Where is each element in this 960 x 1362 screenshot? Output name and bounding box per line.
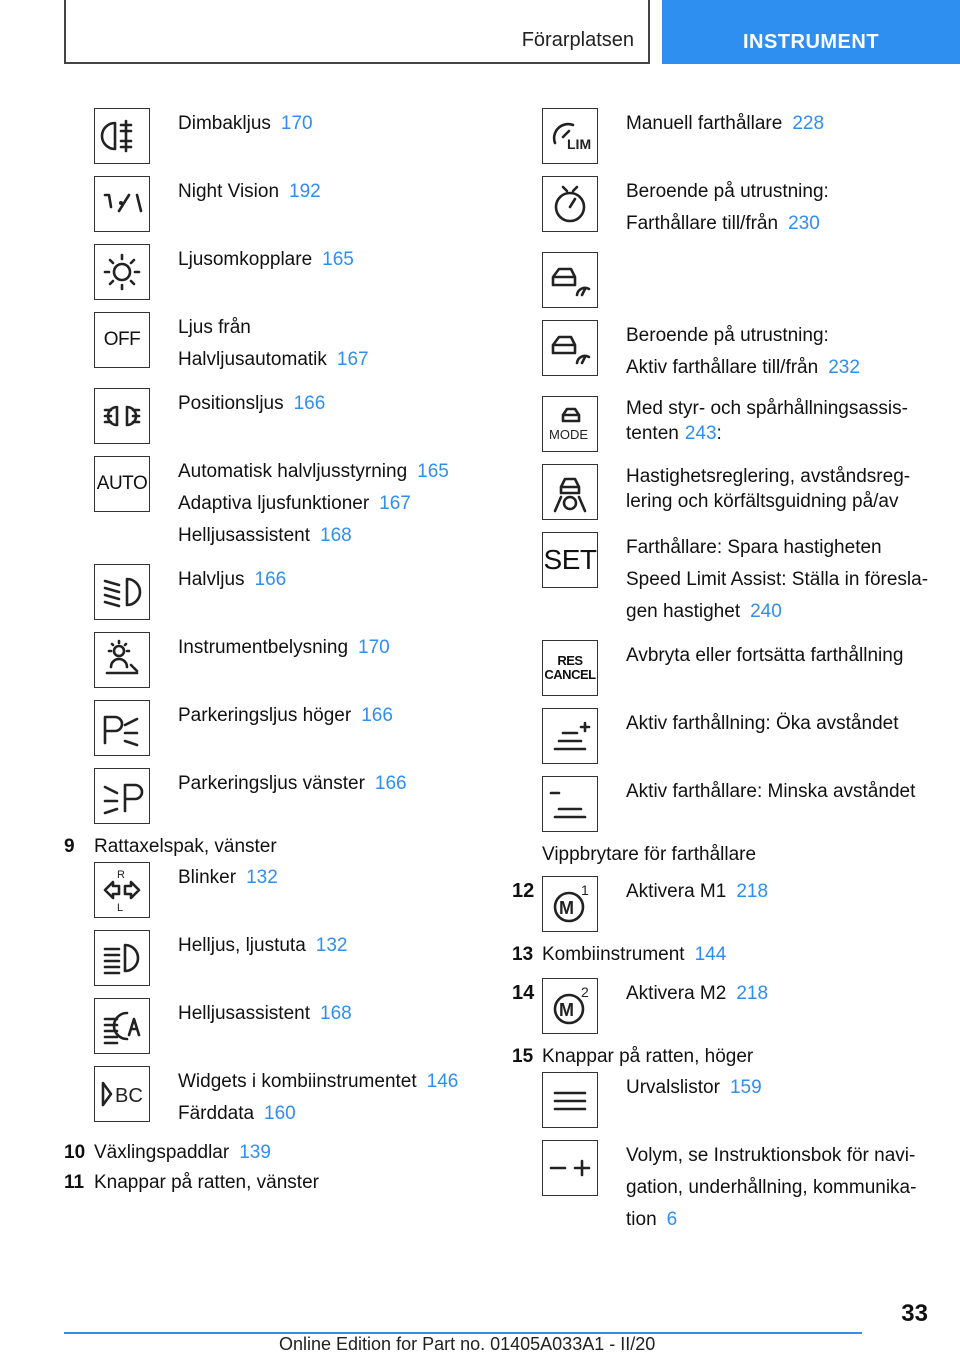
entry-text: Helljusassistent (178, 1003, 310, 1024)
entry-text: Aktivera M2 (626, 983, 727, 1004)
entry-text: gation, underhållning, kommunika- (626, 1177, 917, 1198)
page-reference-link[interactable]: 165 (322, 249, 354, 270)
instrument-lighting-icon (94, 632, 150, 688)
entry-line (626, 108, 942, 140)
entry-line (626, 396, 942, 421)
auto-icon: AUTO (94, 456, 150, 512)
entry-text: Aktiv farthållare: Minska avståndet (626, 781, 916, 802)
svg-text:M: M (559, 1000, 574, 1020)
entry-text-block (178, 632, 494, 664)
svg-text:M: M (559, 898, 574, 918)
icon-entry (512, 252, 942, 308)
icon-entry (512, 176, 942, 240)
entry-line (626, 532, 942, 564)
entry-line (178, 768, 494, 800)
entry-text: Hastighetsreglering, avståndsreg- (626, 466, 911, 487)
icon-entry (64, 862, 494, 918)
entry-line (626, 640, 942, 672)
rear-fog-light-icon (94, 108, 150, 164)
icon-entry (512, 464, 942, 520)
page-reference-link[interactable]: 170 (358, 637, 390, 658)
entry-text: Helljus, ljustuta (178, 935, 306, 956)
entry-text-block (178, 1066, 494, 1130)
entry-text: tion (626, 1209, 657, 1230)
page-reference-link[interactable]: 144 (694, 944, 727, 965)
entry-line (626, 489, 942, 514)
entry-text-block (626, 464, 942, 514)
distance-decrease-icon (542, 776, 598, 832)
high-beam-icon (94, 930, 150, 986)
m1-icon (542, 876, 598, 932)
svg-text:L: L (117, 902, 124, 914)
section-number (512, 708, 542, 712)
entry-line (626, 708, 942, 740)
entry-line (626, 596, 942, 628)
entry-line (626, 320, 942, 352)
entry-text: Färddata (178, 1103, 255, 1124)
svg-text:R: R (117, 869, 125, 881)
page-reference-link[interactable]: 240 (750, 601, 782, 622)
entry-text-block (178, 998, 494, 1030)
entry-text: Helljusassistent (178, 525, 310, 546)
right-column (512, 108, 942, 1248)
entry-text-block (626, 108, 942, 140)
list-icon (542, 1072, 598, 1128)
entry-line (626, 464, 942, 489)
entry-text-block (178, 768, 494, 800)
section-number (512, 108, 542, 112)
entry-text-block (626, 640, 942, 672)
page-reference-link[interactable]: 166 (374, 773, 407, 794)
active-cruise-icon-2 (542, 320, 598, 376)
icon-entry (512, 396, 942, 452)
set-icon: SET (542, 532, 598, 588)
entry-text-block (626, 1140, 942, 1236)
entry-line (178, 312, 494, 344)
entry-text-block (178, 862, 494, 894)
entry-line (626, 1140, 942, 1172)
section-number (512, 1072, 542, 1076)
entry-line (626, 776, 942, 808)
section-number (64, 108, 94, 112)
icon-entry (512, 1140, 942, 1236)
light-switch-icon (94, 244, 150, 300)
icon-entry (512, 978, 942, 1034)
page-reference-link[interactable]: 170 (280, 113, 313, 134)
entry-text: Farthållare: Spara hastigheten (626, 537, 882, 558)
page-reference-link[interactable]: 228 (792, 113, 825, 134)
page-reference-link[interactable]: 146 (426, 1071, 459, 1092)
entry-text: lering och körfältsguidning på/av (626, 491, 899, 512)
entry-text: Manuell farthållare (626, 113, 783, 134)
entry-text-block (626, 396, 942, 446)
entry-text-block (626, 708, 942, 740)
position-lights-icon (94, 388, 150, 444)
entry-line (178, 700, 494, 732)
section-number (64, 388, 94, 392)
res-cancel-icon (542, 640, 598, 696)
bc-icon (94, 1066, 150, 1122)
entry-text-block (626, 176, 942, 240)
res-cancel-text: RES CANCEL (544, 653, 596, 682)
entry-line (178, 564, 494, 596)
entry-text: gen hastighet (626, 601, 741, 622)
entry-text-block (626, 978, 942, 1010)
entry-text: Positionsljus (178, 393, 284, 414)
icon-entry (512, 640, 942, 696)
icon-entry (64, 632, 494, 688)
entry-line (178, 1066, 494, 1098)
entry-text-block (626, 876, 942, 908)
page-reference-link[interactable]: 132 (315, 935, 348, 956)
entry-text: Instrumentbelysning (178, 637, 349, 658)
section-number (64, 312, 94, 316)
section-number (512, 464, 542, 468)
entry-line (178, 456, 494, 488)
section-number (512, 320, 542, 324)
page-reference-link[interactable]: 230 (788, 213, 820, 234)
section-number (64, 1066, 94, 1070)
entry-text: Urvalslistor (626, 1077, 720, 1098)
icon-entry (64, 1066, 494, 1130)
page-reference-link[interactable]: 167 (379, 493, 411, 514)
section-number (512, 176, 542, 180)
svg-text:2: 2 (581, 984, 589, 1000)
entry-line (178, 108, 494, 140)
icon-entry (64, 176, 494, 232)
page-reference-link[interactable]: 166 (254, 569, 287, 590)
entry-text: Beroende på utrustning: (626, 181, 829, 202)
section-number (64, 768, 94, 772)
page-number: 33 (901, 1300, 928, 1327)
entry-text: Parkeringsljus vänster (178, 773, 365, 794)
icon-entry (512, 876, 942, 932)
section-number (64, 930, 94, 934)
entry-text-block (178, 700, 494, 732)
vipp-heading: Vippbrytare för farthållare (542, 844, 757, 865)
distance-increase-icon (542, 708, 598, 764)
section-heading: 9 Rattaxelspak, vänster (64, 836, 277, 857)
header-box (64, 0, 650, 64)
page-reference-link[interactable]: 132 (246, 867, 278, 888)
icon-entry (64, 768, 494, 824)
entry-line (626, 564, 942, 596)
entry-text: tenten (626, 423, 679, 444)
page-reference-link[interactable]: 168 (320, 525, 352, 546)
icon-entry (64, 998, 494, 1054)
icon-entry (64, 108, 494, 164)
entry-line (626, 352, 942, 384)
entry-line (626, 1072, 942, 1104)
entry-text: Night Vision (178, 181, 280, 202)
entry-line (626, 876, 942, 908)
page-reference-link[interactable]: 166 (361, 705, 393, 726)
entry-text: Automatisk halvljusstyrning (178, 461, 408, 482)
entry-text-block (626, 1072, 942, 1104)
section-number: 12 (512, 880, 535, 902)
header-tab: INSTRUMENT (662, 0, 960, 64)
turn-signal-icon (94, 862, 150, 918)
icon-entry (64, 244, 494, 300)
section-heading: 13 Kombiinstrument 144 (512, 944, 727, 965)
entry-text-block (178, 244, 494, 276)
section-number (64, 244, 94, 248)
cruise-control-icon (542, 176, 598, 232)
page-reference-link[interactable]: 243 (684, 423, 717, 444)
page-reference-link[interactable]: 166 (293, 393, 326, 414)
page-reference-link[interactable]: 192 (289, 181, 321, 202)
mode-icon (542, 396, 598, 452)
page-reference-link[interactable]: 159 (729, 1077, 762, 1098)
icon-entry (64, 930, 494, 986)
entry-text-block (178, 176, 494, 208)
entry-text: Adaptiva ljusfunktioner (178, 493, 370, 514)
entry-text: Parkeringsljus höger (178, 705, 352, 726)
active-cruise-icon (542, 252, 598, 308)
section-number (64, 998, 94, 1002)
entry-text: Ljusomkopplare (178, 249, 313, 270)
entry-line (626, 176, 942, 208)
svg-text:MODE: MODE (549, 427, 588, 442)
entry-text: Blinker (178, 867, 237, 888)
entry-line (626, 1204, 942, 1236)
svg-text:1: 1 (581, 882, 589, 898)
page-reference-link[interactable]: 160 (264, 1103, 296, 1124)
entry-line (178, 176, 494, 208)
entry-text: Widgets i kombiinstrumentet (178, 1071, 417, 1092)
entry-text-block (626, 532, 942, 628)
entry-text: Halvljus (178, 569, 245, 590)
section-number (512, 396, 542, 400)
high-beam-assist-icon (94, 998, 150, 1054)
entry-text: Aktiv farthållning: Öka avståndet (626, 713, 899, 734)
section-number (512, 640, 542, 644)
entry-line (178, 930, 494, 962)
entry-text: Aktiv farthållare till/från (626, 357, 819, 378)
entry-text-block (178, 312, 494, 376)
volume-icon (542, 1140, 598, 1196)
entry-text: Avbryta eller fortsätta farthållning (626, 645, 904, 666)
icon-entry (512, 708, 942, 764)
entry-line (178, 344, 494, 376)
section-number (64, 456, 94, 460)
entry-text: Speed Limit Assist: Ställa in föresla- (626, 569, 929, 590)
parking-light-right-icon (94, 700, 150, 756)
entry-text-block (178, 388, 494, 420)
speed-limiter-icon (542, 108, 598, 164)
icon-entry (64, 564, 494, 620)
entry-line (178, 520, 494, 552)
off-icon: OFF (94, 312, 150, 368)
svg-text:BC: BC (115, 1085, 143, 1107)
page-reference-link[interactable]: 218 (736, 983, 769, 1004)
icon-entry (512, 776, 942, 832)
section-number (512, 252, 542, 256)
section-heading: 11 Knappar på ratten, vänster (64, 1172, 319, 1193)
icon-entry (512, 532, 942, 628)
entry-text: Beroende på utrustning: (626, 325, 829, 346)
entry-line (626, 208, 942, 240)
section-number (64, 632, 94, 636)
icon-entry (512, 1072, 942, 1128)
section-number (64, 564, 94, 568)
icon-entry (64, 388, 494, 444)
section-number (64, 176, 94, 180)
page-reference-link[interactable]: 232 (828, 357, 860, 378)
entry-text: Halvljusautomatik (178, 349, 327, 370)
section-number: 14 (512, 982, 535, 1004)
footer-text: Online Edition for Part no. 01405A033A1 - II/20 (279, 1334, 656, 1354)
entry-text: Farthållare till/från (626, 213, 779, 234)
section-number (512, 1140, 542, 1144)
entry-text: Aktivera M1 (626, 881, 727, 902)
section-number (64, 700, 94, 704)
entry-line (626, 1172, 942, 1204)
entry-text-block (626, 320, 942, 384)
page-reference-link[interactable]: 167 (336, 349, 369, 370)
entry-line: tenten 243: (626, 423, 722, 444)
svg-text:LIM: LIM (567, 136, 592, 152)
entry-line (178, 244, 494, 276)
night-vision-icon (94, 176, 150, 232)
section-heading: 15 Knappar på ratten, höger (512, 1046, 754, 1067)
entry-text-block (626, 776, 942, 808)
entry-line (178, 998, 494, 1030)
entry-text: Ljus från (178, 317, 251, 338)
left-column (64, 108, 494, 1198)
section-number (512, 776, 542, 780)
header-section: Förarplatsen (521, 29, 634, 51)
page-reference-link[interactable]: 165 (417, 461, 449, 482)
parking-light-left-icon (94, 768, 150, 824)
entry-text-block (178, 930, 494, 962)
entry-line (178, 862, 494, 894)
page-reference-link[interactable]: 168 (320, 1003, 352, 1024)
icon-entry (512, 108, 942, 164)
entry-text-block (178, 564, 494, 596)
entry-line (178, 632, 494, 664)
lane-guidance-icon (542, 464, 598, 520)
entry-text-block (178, 456, 494, 552)
page-reference-link[interactable]: 6 (666, 1209, 678, 1230)
entry-line (178, 1098, 494, 1130)
entry-text: Med styr- och spårhållningsassis- (626, 398, 908, 419)
m2-icon (542, 978, 598, 1034)
section-number (64, 862, 94, 866)
icon-entry (64, 456, 494, 552)
icon-entry (64, 700, 494, 756)
entry-text-block (178, 108, 494, 140)
section-heading: 10 Växlingspaddlar 139 (64, 1142, 271, 1163)
entry-text: Dimbakljus (178, 113, 271, 134)
section-number (512, 532, 542, 536)
entry-line (626, 978, 942, 1010)
page-reference-link[interactable]: 218 (736, 881, 769, 902)
low-beam-icon (94, 564, 150, 620)
icon-entry (512, 320, 942, 384)
entry-line (178, 488, 494, 520)
entry-line (178, 388, 494, 420)
page-reference-link[interactable]: 139 (239, 1142, 271, 1163)
icon-entry (64, 312, 494, 376)
entry-text: Volym, se Instruktionsbok för navi- (626, 1145, 916, 1166)
